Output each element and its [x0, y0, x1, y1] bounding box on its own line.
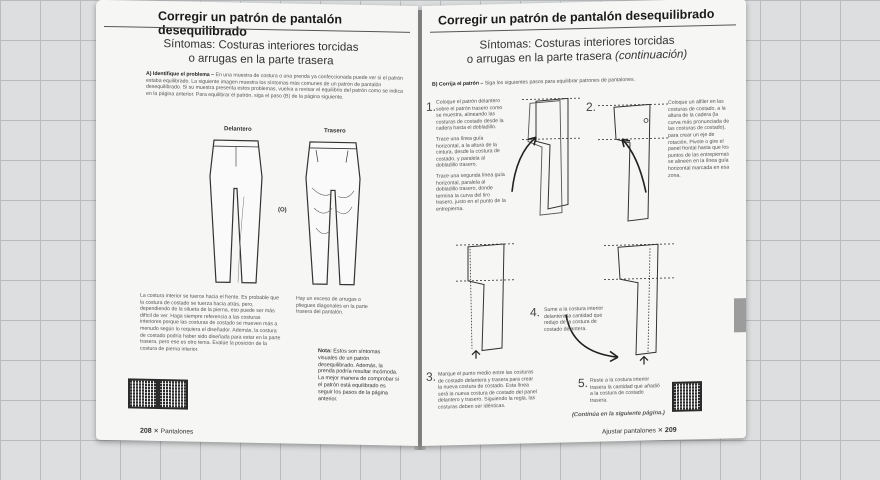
x-mark-icon: ✕: [153, 427, 161, 436]
left-section-name: Pantalones: [160, 428, 194, 436]
step3-pattern-illustration: [456, 240, 516, 361]
step1-text-b: Trace una línea guía horizontal, a la altura de la cintura, desde la costura de costado, y paralela al dobladillo trasero.: [436, 135, 500, 170]
right-subtitle: [452, 33, 702, 67]
step3-number: 3.: [426, 369, 437, 384]
front-caption: La costura interior se tuerce hacia el frente. Es probable que la costura de costado se tuerza hacia atrás, pero, dependiendo de la silueta de la pierna, eso puede ser más difícil de ver. Haga siempre referencia a las costuras interiores porque las costuras de costado se mueven más a menudo según lo requiera el diseñador. Además, la costura de costado podría haber sido diseñada para estar en la parte trasera, pero ese es otro tema. Evalúe la posición de la costura de pierna interior.: [140, 292, 281, 353]
step1-block: [436, 98, 506, 213]
back-label: Trasero: [324, 128, 346, 135]
left-page: [96, 0, 418, 446]
step-a-paragraph: [146, 71, 408, 102]
chapter-tab: [734, 298, 746, 332]
left-page-number: 208: [140, 427, 152, 435]
right-subtitle-line2: o arrugas en la parte trasera: [466, 50, 612, 66]
right-page-number: 209: [664, 426, 677, 435]
step4-text: Sume a la costura interior delantera la cantidad que redujo de la costura de costado delantera.: [544, 305, 604, 333]
qr-code-3: [672, 381, 702, 412]
front-label: Delantero: [224, 126, 252, 133]
step-b-heading: B) Corrija el patrón –: [432, 80, 484, 88]
continue-text: (Continúa en la siguiente página.): [572, 410, 665, 419]
qr-code-2: [158, 379, 188, 410]
right-subtitle-line1: Síntomas: Costuras interiores torcidas: [479, 34, 675, 52]
step-b-paragraph: [432, 74, 732, 88]
left-page-title: Corregir un patrón de pantalón desequilibrado: [158, 9, 343, 39]
right-page: [422, 0, 746, 446]
step3-text: Marque el punto medio entre las costuras de costado delantera y trasera para crear la nueva costura de costado. Esta línea será la nueva costura de costado del panel delantero y trasero. Siguiendo la regla, las costuras deben ser idénticas.: [438, 369, 537, 411]
right-subtitle-cont: (continuación): [615, 48, 688, 63]
step-a-heading: A) Identifique el problema –: [146, 70, 215, 79]
left-subtitle-line1: Síntomas: Costuras interiores torcidas: [163, 38, 359, 54]
left-footer: [140, 427, 193, 436]
step5-text: Reste a la costura interior trasera la cantidad que añadió a la costura de costado trasera.: [590, 376, 660, 404]
step-a-text: En una muestra de costura o una prenda ya confeccionada puede ver si el patrón estaba equilibrado. La siguiente imagen muestra los síntomas más comunes de un patrón de pantalón desequilibrado. Si su muestra presenta estos problemas, vuelva a revisar el equilibrio del patrón como se indica en la página anterior. Para equilibrar el patrón, siga el paso (B) de la página siguiente.: [146, 72, 403, 101]
step1-number: 1.: [426, 99, 437, 114]
step1-text-c: Trace una segunda línea guía horizontal, paralela al dobladillo trasero, donde termina la curva del tiro trasero, justo en el punto de la entrepierna.: [436, 171, 506, 213]
note-box: [318, 348, 400, 404]
front-trousers-illustration: [206, 136, 266, 287]
x-mark-icon-right: ✕: [657, 427, 665, 435]
step1-text: Coloque el patrón delantero sobre el patrón trasero como se muestra, alineando las costuras de costado desde la cadera hasta el dobladillo.: [436, 98, 504, 133]
step2-number: 2.: [586, 99, 597, 114]
qr-code-1: [128, 378, 158, 409]
step5-number: 5.: [578, 375, 589, 391]
step2-text: Coloque un alfiler en las costuras de costado, a la altura de la cadera (la curva más pronunciada de las costuras de costado), para crear un eje de rotación. Pivote o gire el panel frontal hasta que los puntos de las entrepiernas se alineen en la línea guía horizontal marcada en esa zona.: [668, 98, 730, 179]
or-label: (O): [278, 207, 287, 214]
step4-number: 4.: [530, 305, 541, 320]
right-page-title: Corregir un patrón de pantalón desequilibrado: [438, 6, 715, 28]
back-trousers-illustration: [302, 138, 364, 289]
note-heading: Nota:: [318, 348, 332, 355]
left-subtitle: [136, 37, 386, 70]
right-section-name: Ajustar pantalones: [602, 427, 656, 436]
note-text: Estos son síntomas visuales de un patrón desequilibrado. Además, la prenda podría resultar incómoda. La mejor manera de comprobar si el patrón está equilibrado es seguir los pasos de la página anterior.: [318, 348, 399, 403]
step1-arrow-icon: [510, 133, 540, 194]
step2-arrow-icon: [618, 134, 648, 195]
open-book: [96, 6, 746, 452]
back-caption: Hay un exceso de arrugas o pliegues diagonales en la parte trasera del pantalón.: [296, 295, 368, 316]
left-subtitle-line2: o arrugas en la parte trasera: [188, 52, 334, 68]
step-b-text: Siga los siguientes pasos para equilibrar patrones de pantalones.: [484, 76, 636, 87]
right-footer: [602, 426, 677, 436]
